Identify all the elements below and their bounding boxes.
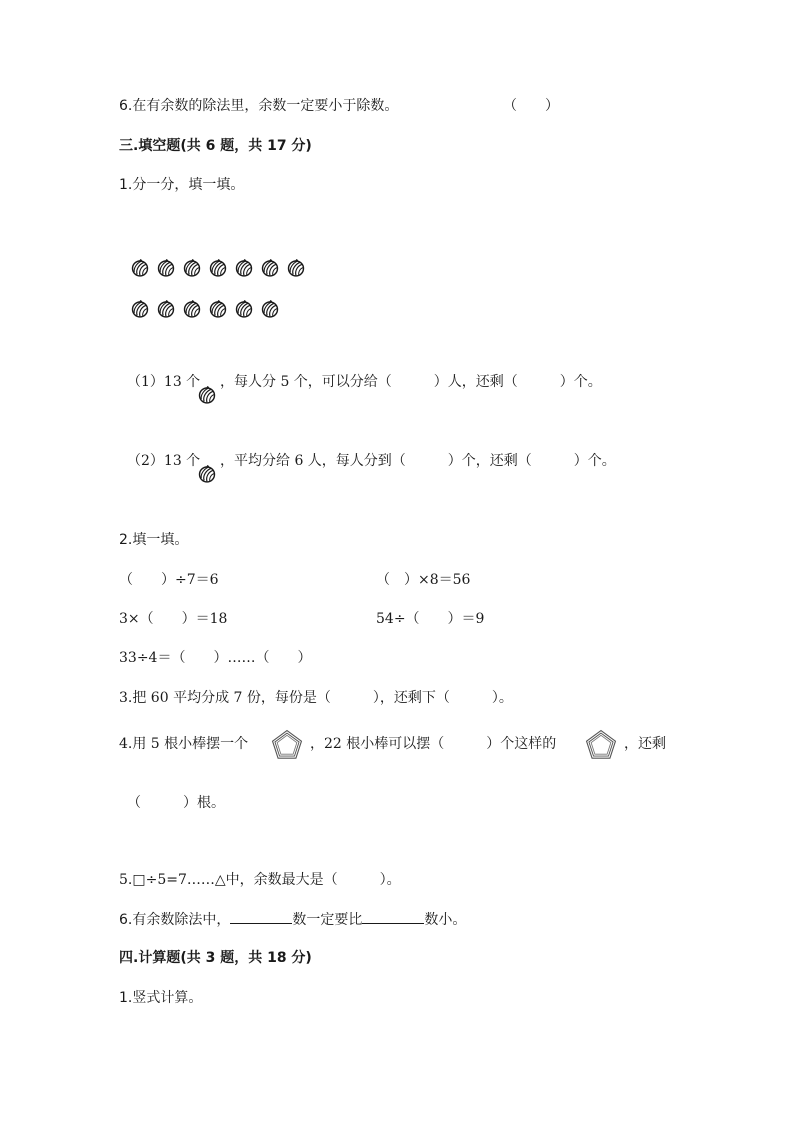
watermelon-icon (131, 259, 149, 277)
q2-title: 2.填一填。 (119, 532, 189, 548)
q3-text[interactable]: 3.把 60 平均分成 7 份，每份是（ ），还剩下（ ）。 (119, 690, 513, 706)
q2-equation-1[interactable]: （ ）÷7＝6 (119, 572, 219, 588)
watermelon-icon (261, 300, 279, 318)
q6-middle: 数一定要比 (292, 912, 363, 928)
q4-line2[interactable]: （ ）根。 (127, 795, 225, 811)
watermelon-icon (131, 300, 149, 318)
melon-row-1 (131, 259, 305, 281)
pentagon-icon (270, 728, 304, 762)
q1-sub2-suffix: ，平均分给 6 人，每人分到（ ）个，还剩（ ）个。 (220, 453, 616, 469)
watermelon-icon (287, 259, 305, 277)
melon-row-2 (131, 300, 279, 322)
judge-q6-text: 6.在有余数的除法里，余数一定要小于除数。 (119, 98, 399, 114)
q2-equation-2[interactable]: （ ）×8＝56 (376, 572, 471, 588)
watermelon-icon (209, 300, 227, 318)
q1-title: 1.分一分，填一填。 (119, 177, 245, 193)
q4-suffix: ，还剩 (624, 736, 666, 752)
q6-blank-2[interactable] (362, 909, 424, 924)
q2-equation-4[interactable]: 54÷（ ）＝9 (376, 611, 485, 627)
section3-title: 三.填空题(共 6 题，共 17 分) (119, 138, 312, 154)
q6-line (119, 909, 466, 930)
watermelon-icon (183, 259, 201, 277)
q1-sub2-prefix: （2）13 个 (127, 453, 201, 469)
q1-sub1-suffix: ，每人分 5 个，可以分给（ ）人，还剩（ ）个。 (220, 374, 602, 390)
q2-equation-5[interactable]: 33÷4＝（ ）……（ ） (119, 650, 312, 666)
judge-q6-answer-paren[interactable]: （ ） (503, 98, 559, 114)
q6-blank-1[interactable] (230, 909, 292, 924)
watermelon-icon (235, 259, 253, 277)
q6-suffix: 数小。 (424, 912, 467, 928)
q6-prefix: 6.有余数除法中， (119, 912, 231, 928)
watermelon-icon (198, 386, 216, 404)
q5-text[interactable]: 5.□÷5=7……△中，余数最大是（ ）。 (119, 872, 401, 888)
section4-title: 四.计算题(共 3 题，共 18 分) (119, 950, 312, 966)
q1-sub1-prefix: （1）13 个 (127, 374, 201, 390)
section4-q1: 1.竖式计算。 (119, 990, 203, 1006)
watermelon-icon (157, 259, 175, 277)
q4-middle[interactable]: ，22 根小棒可以摆（ ）个这样的 (310, 736, 557, 752)
watermelon-icon (209, 259, 227, 277)
watermelon-icon (157, 300, 175, 318)
watermelon-icon (235, 300, 253, 318)
q2-equation-3[interactable]: 3×（ ）＝18 (119, 611, 228, 627)
q4-prefix: 4.用 5 根小棒摆一个 (119, 736, 249, 752)
watermelon-icon (198, 465, 216, 483)
pentagon-icon (584, 728, 618, 762)
watermelon-icon (261, 259, 279, 277)
watermelon-icon (183, 300, 201, 318)
